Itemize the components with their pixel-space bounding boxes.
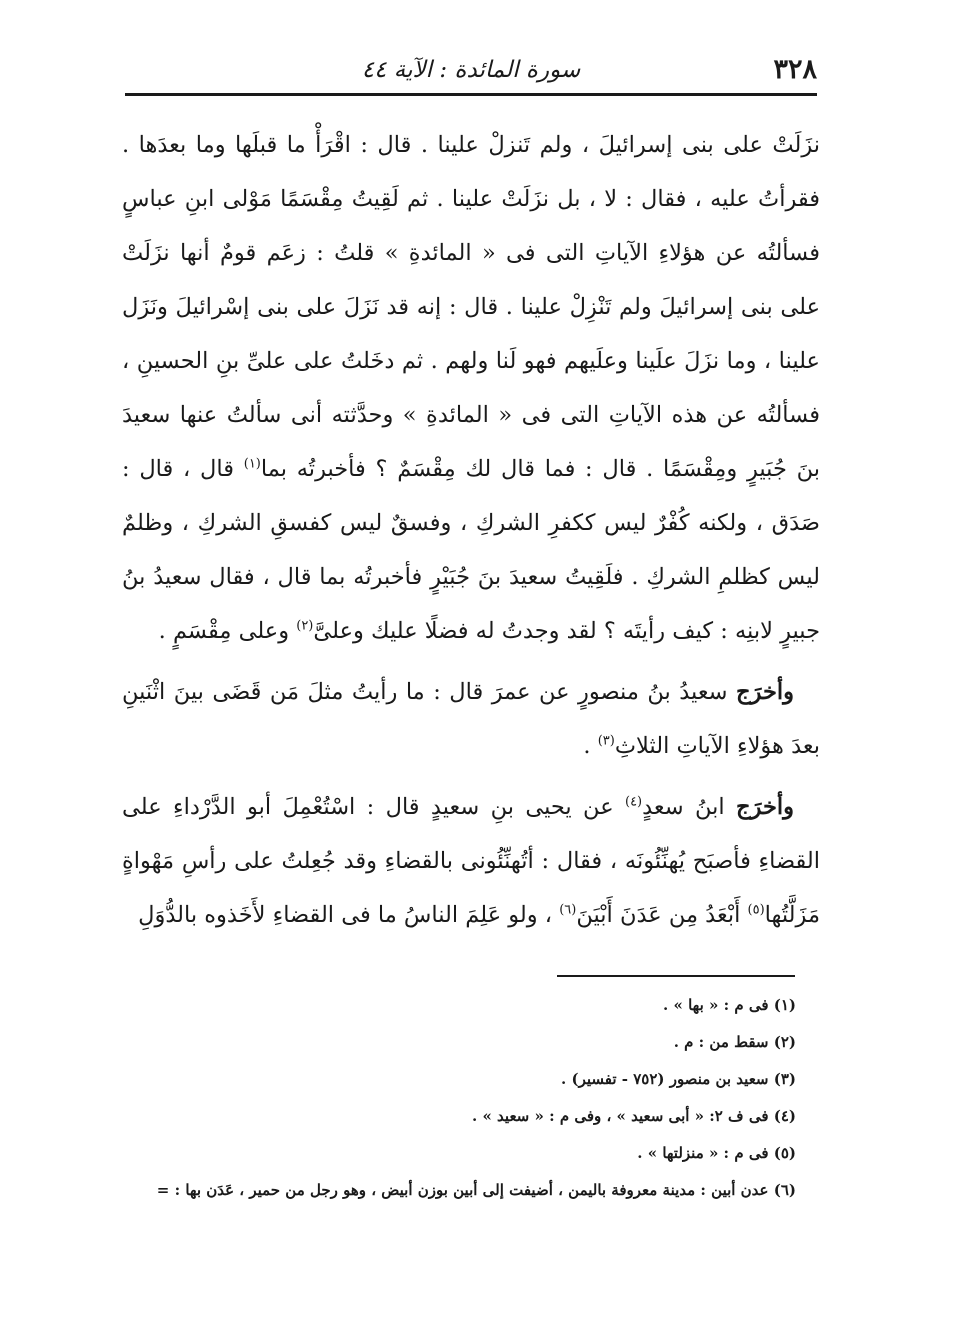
footnote-ref-2: (٢) [296,618,314,634]
footnote-5: (٥) فى م : « منزلتها » . [637,1144,796,1162]
footnote-separator [557,975,795,977]
paragraph-2 [122,665,820,773]
paragraph-1-cont: قال ، قال : صَدَق ، ولكنه كُفْرٌ ليس ككفرِ الشركِ ، وفسقٌ ليس كفسقِ الشركِ ، وظلمٌ ليس كظلمِ الشركِ . فلَقِيتُ سعيدَ بنَ جُبَيْرٍ فأخبرتُه بما قال ، فقال سعيدُ بنُ جبيرٍ لابنِه : كيف رأيتَه ؟ لقد وجدتُ له فضلًا عليك وعلىَّ [122,456,820,644]
footnote-6: (٦) عدن أبين : مدينة معروفة باليمن ، أضيفت إلى أبين بوزن أبيض ، وهو رجل من حمير ، عَدَن بها : = [156,1181,796,1199]
paragraph-2-text: سعيدُ بنُ منصورٍ عن عمرَ قال : ما رأيتُ مثلَ مَن قَضَى بينَ اثْنَينِ بعدَ هؤلاءِ الآياتِ الثلاثِ [122,679,820,759]
footnote-1: (١) فى م : « بها » . [663,996,796,1014]
paragraph-3-text: ابنُ سعدٍ [642,794,737,820]
paragraph-3-cont-2: أَبْعَدُ مِن عَدَنَ أَبْيَنَ [576,902,748,928]
paragraph-1-text: نزَلَتْ على بنى إسرائيلَ ، ولم تَنزلْ علينا . قال : اقْرَأْ ما قبلَها وما بعدَها . فقرأتُ عليه ، فقال : لا ، بل نزَلَتْ علينا . ثم لَقِيتُ مِقْسَمًا مَوْلى ابنِ عباسٍ فسألتُه عن هؤلاءِ الآياتِ التى فى « المائدةِ » قلتُ : زعَم قومٌ أنها نزَلَتْ على بنى إسرائيلَ ولم تَنْزِلْ علينا . قال : إنه قد نَزَلَ على بنى إسْرائيلَ ونَزَل علينا ، وما نزَلَ علَينا وعلَيهم فهو لَنا ولهم . ثم دخَلتُ على علىِّ بنِ الحسينِ ، فسألتُه عن هذه الآياتِ التى فى « المائدةِ » وحدَّثته أنى سألتُ عنها سعيدَ بنَ جُبَيرٍ ومِقْسَمًا . قال : فما قال لك مِقْسَمٌ ؟ فأخبرتُه بما [122,132,820,482]
main-text [122,118,820,942]
page-number: ٣٢٨ [773,54,817,85]
paragraph-2-lead: وأخرَج [736,679,794,705]
footnote-ref-1: (١) [243,456,261,472]
footnote-ref-4: (٤) [624,794,643,810]
running-title: سورة المائدة : الآية ٤٤ [361,57,581,83]
paragraph-1-end: وعلى مِقْسَمٍ . [158,618,297,644]
footnote-2: (٢) سقط من : م . [673,1033,796,1051]
footnote-3: (٣) سعيد بن منصور (٧٥٢ - تفسير) . [561,1070,796,1088]
page-header [125,50,817,90]
paragraph-3-lead: وأخرَج [736,794,794,820]
header-rule [125,93,817,96]
footnote-ref-6: (٦) [559,902,577,918]
paragraph-3 [122,780,820,942]
footnote-ref-5: (٥) [747,902,765,918]
paragraph-2-end: . [583,733,598,759]
paragraph-3-end: ، ولو عَلِمَ الناسُ ما فى القضاءِ لأَخَذوه بالدُّوَلِ [138,902,560,928]
paragraph-3-cont: عن يحيى بنِ سعيدٍ قال : اسْتُعْمِلَ أبو الدَّرْداءِ على القضاءِ فأصبَح يُهنِّئُونَه ، فقال : أتُهنِّئُونى بالقضاءِ وقد جُعِلتُ على رأسِ مَهْواةٍ مَزَلَّتُها [122,794,820,928]
footnote-ref-3: (٣) [597,733,615,749]
footnotes [100,987,796,1209]
footnote-4: (٤) فى ف ٢: « أبى سعيد » ، وفى م : « سعيد » . [472,1107,796,1125]
paragraph-1 [122,118,820,658]
